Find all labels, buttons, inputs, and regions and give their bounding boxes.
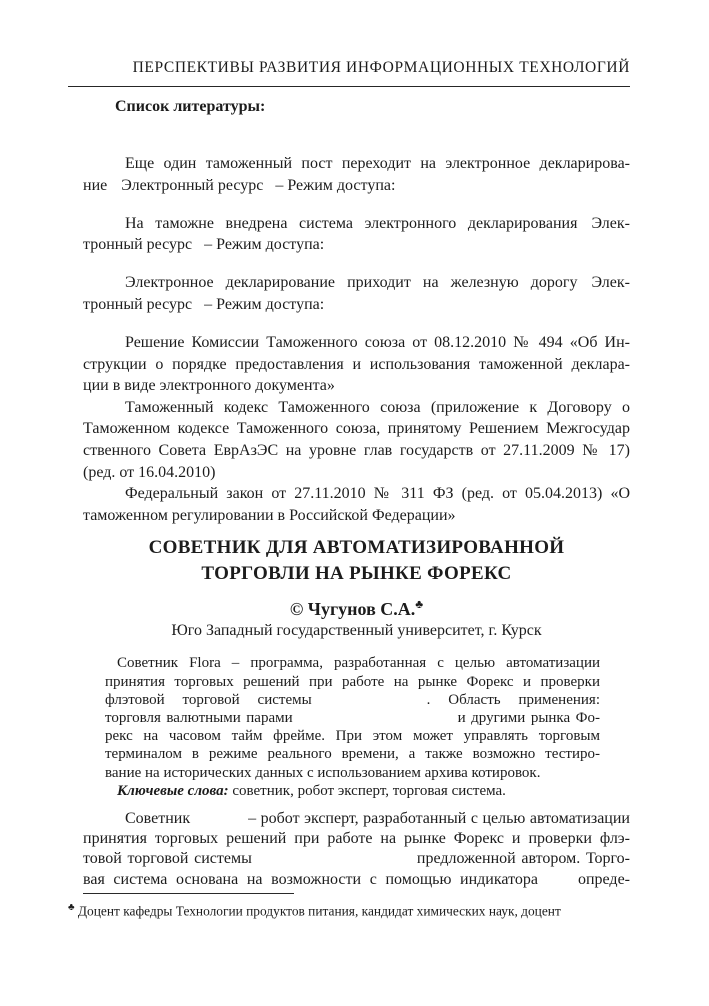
reference-item-2: На таможне внедрена система электронного декларирования Элек- тронный ресурс – Режим доступа: bbox=[83, 214, 630, 254]
abstract-text: Советник Flora – программа, разработанная с целью автоматизации принятия торговых решений при работе на рынке Форекс и проверки флэтовой торговой системы . Область применения: торговля валютными парами и другими рынка Фо- рекс на часовом тайм фрейме. При этом может управлять торговым терминалом в режиме реального времени, а также возможно тестиро- вание на исторических данных с использованием архива котировок. bbox=[105, 655, 600, 781]
body-paragraph: Советник – робот эксперт, разработанный с целью автоматизации принятия торговых решений при работе на рынке Форекс и проверки флэ- товой торговой системы предложенной автором. Торго- вая система основана на возможности с помощью индикатора опреде- bbox=[83, 810, 630, 888]
article-title-line-2: ТОРГОВЛИ НА РЫНКЕ ФОРЕКС bbox=[201, 563, 512, 585]
redacted-gap bbox=[577, 227, 591, 228]
footnote-text bbox=[68, 899, 630, 919]
keywords-label: Ключевые слова: bbox=[117, 782, 229, 799]
author-name: © Чугунов С.А. bbox=[289, 599, 416, 620]
redacted-gap bbox=[107, 189, 121, 190]
redacted-gap bbox=[263, 189, 275, 190]
redacted-gap bbox=[577, 286, 591, 287]
article-title-line-1: СОВЕТНИК ДЛЯ АВТОМАТИЗИРОВАННОЙ bbox=[148, 537, 565, 559]
redacted-gap bbox=[190, 822, 248, 823]
article-title bbox=[83, 535, 630, 587]
redacted-gap bbox=[192, 248, 204, 249]
author-line bbox=[83, 593, 630, 620]
redacted-gap bbox=[192, 308, 204, 309]
redacted-gap bbox=[312, 703, 427, 704]
page-content bbox=[68, 97, 630, 919]
footnote-content: Доцент кафедры Технологии продуктов питания, кандидат химических наук, доцент bbox=[77, 903, 561, 919]
keywords-line bbox=[105, 782, 600, 800]
redacted-gap bbox=[538, 883, 578, 884]
reference-item-4: Решение Комиссии Таможенного союза от 08.12.2010 № 494 «Об Ин- струкции о порядке предоставления и использования таможенной деклара- ции в виде электронного документа» bbox=[83, 334, 630, 395]
reference-item-1: Еще один таможенный пост переходит на электронное декларирова- ние Электронный ресурс – Режим доступа: bbox=[83, 155, 630, 194]
running-header bbox=[68, 58, 630, 87]
references-heading: Список литературы: bbox=[115, 98, 266, 115]
abstract-block bbox=[105, 654, 600, 800]
footnote-block bbox=[68, 893, 630, 919]
keywords-text: советник, робот эксперт, торговая система. bbox=[232, 782, 506, 799]
footnote-mark-icon: ♣ bbox=[68, 901, 75, 913]
footnote-rule bbox=[83, 893, 294, 894]
reference-item-3: Электронное декларирование приходит на железную дорогу Элек- тронный ресурс – Режим доступа: bbox=[83, 274, 630, 313]
running-header-title: ПЕРСПЕКТИВЫ РАЗВИТИЯ ИНФОРМАЦИОННЫХ ТЕХНОЛОГИЙ bbox=[132, 59, 630, 76]
footnote-reference-mark-icon: ♣ bbox=[415, 597, 424, 612]
reference-item-5: Таможенный кодекс Таможенного союза (приложение к Договору о Таможенном кодексе Таможенного союза, принятому Решением Межгосудар ственного Совета ЕврАзЭС на уровне глав государств от 27.11.2009 № 17) (ред. от 16.04.2010) bbox=[83, 398, 630, 481]
redacted-gap bbox=[252, 862, 417, 863]
redacted-gap bbox=[293, 721, 458, 722]
affiliation: Юго Западный государственный университет, г. Курск bbox=[171, 622, 542, 640]
reference-item-6: Федеральный закон от 27.11.2010 № 311 ФЗ (ред. от 05.04.2013) «О таможенном регулировании в Российской Федерации» bbox=[83, 485, 630, 524]
